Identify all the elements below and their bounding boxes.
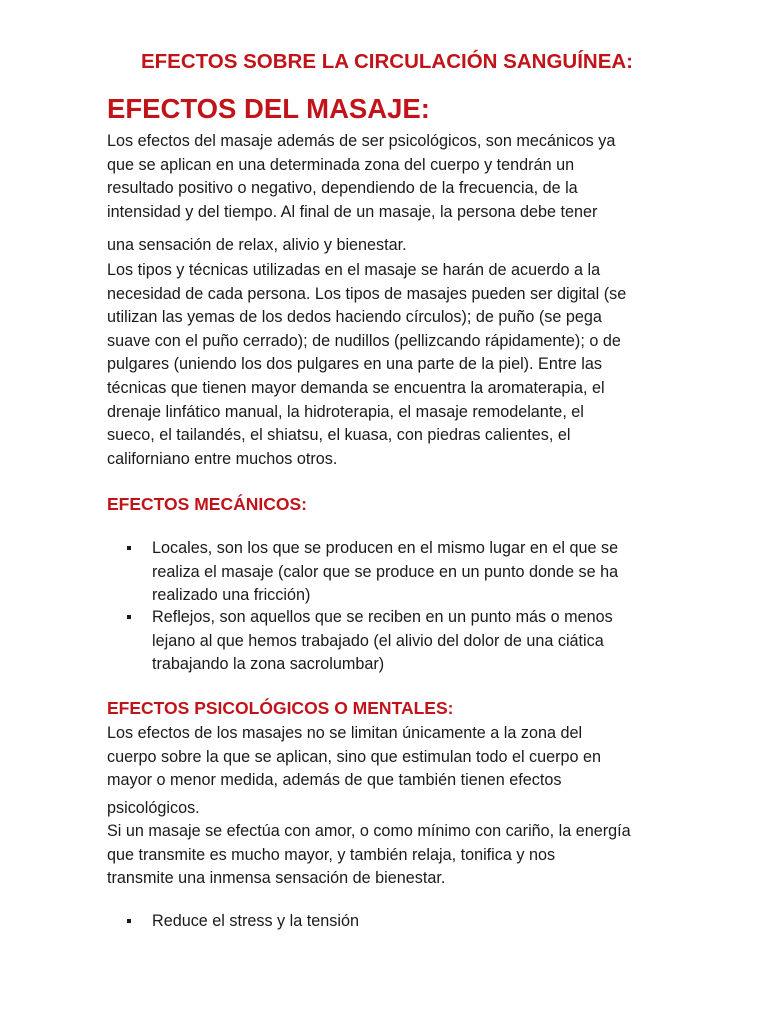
intro-last-line: una sensación de relax, alivio y bienestar. xyxy=(107,236,407,254)
types-line: pulgares (uniendo los dos pulgares en una parte de la piel). Entre las xyxy=(107,355,602,374)
types-line: técnicas que tienen mayor demanda se encuentra la aromaterapia, el xyxy=(107,378,605,397)
types-line: drenaje linfático manual, la hidroterapia, el masaje remodelante, el xyxy=(107,402,584,421)
psych-word-block xyxy=(107,797,667,821)
bullet-line: realiza el masaje (calor que se produce en un punto donde se ha xyxy=(152,562,619,581)
intro-line: intensidad y del tiempo. Al final de un masaje, la persona debe tener xyxy=(107,202,598,221)
bullet-text xyxy=(152,606,672,677)
bullet-line: trabajando la zona sacrolumbar) xyxy=(152,655,385,674)
types-line: californiano entre muchos otros. xyxy=(107,449,338,468)
intro-paragraph xyxy=(107,130,667,224)
love-line: que transmite es mucho mayor, y también relaja, tonifica y nos xyxy=(107,845,556,864)
psychological-effects-heading: EFECTOS PSICOLÓGICOS O MENTALES: xyxy=(107,698,454,718)
bullet-line: Locales, son los que se producen en el mismo lugar en el que se xyxy=(152,539,619,557)
types-line: necesidad de cada persona. Los tipos de masajes pueden ser digital (se xyxy=(107,284,627,303)
psych-paragraph xyxy=(107,722,667,793)
intro-line: que se aplican en una determinada zona del cuerpo y tendrán un xyxy=(107,155,575,174)
types-line: Los tipos y técnicas utilizadas en el masaje se harán de acuerdo a la xyxy=(107,261,601,279)
bullet-text xyxy=(152,910,672,934)
bullet-square-icon xyxy=(127,919,131,923)
document-top-title: EFECTOS SOBRE LA CIRCULACIÓN SANGUÍNEA: xyxy=(140,50,634,73)
intro-line: resultado positivo o negativo, dependiendo de la frecuencia, de la xyxy=(107,179,578,198)
love-line: transmite una inmensa sensación de bienestar. xyxy=(107,869,446,888)
psych-line: cuerpo sobre la que se aplican, sino que estimulan todo el cuerpo en xyxy=(107,747,602,766)
main-heading: EFECTOS DEL MASAJE: xyxy=(107,93,430,124)
love-paragraph xyxy=(107,820,667,891)
psych-line: mayor o menor medida, además de que también tienen efectos xyxy=(107,771,562,790)
psych-line: Los efectos de los masajes no se limitan únicamente a la zona del xyxy=(107,724,583,742)
bullet-square-icon xyxy=(127,615,131,619)
bullet-line: realizado una fricción) xyxy=(152,586,311,605)
bullet-line: Reduce el stress y la tensión xyxy=(152,912,359,930)
bullet-line: Reflejos, son aquellos que se reciben en un punto más o menos xyxy=(152,608,613,626)
bullet-text xyxy=(152,537,672,608)
types-line: utilizan las yemas de los dedos haciendo círculos); de puño (se pega xyxy=(107,308,602,327)
intro-line: Los efectos del masaje además de ser psicológicos, son mecánicos ya xyxy=(107,132,616,150)
intro-last-line-block xyxy=(107,234,667,258)
psych-word: psicológicos. xyxy=(107,799,200,817)
bullet-line: lejano al que hemos trabajado (el alivio del dolor de una ciática xyxy=(152,631,604,650)
types-paragraph xyxy=(107,259,667,471)
love-line: Si un masaje se efectúa con amor, o como mínimo con cariño, la energía xyxy=(107,822,631,840)
types-line: sueco, el tailandés, el shiatsu, el kuasa, con piedras calientes, el xyxy=(107,426,571,445)
bullet-square-icon xyxy=(127,546,131,550)
mechanical-effects-heading: EFECTOS MECÁNICOS: xyxy=(107,494,307,514)
types-line: suave con el puño cerrado); de nudillos (pellizcando rápidamente); o de xyxy=(107,331,621,350)
